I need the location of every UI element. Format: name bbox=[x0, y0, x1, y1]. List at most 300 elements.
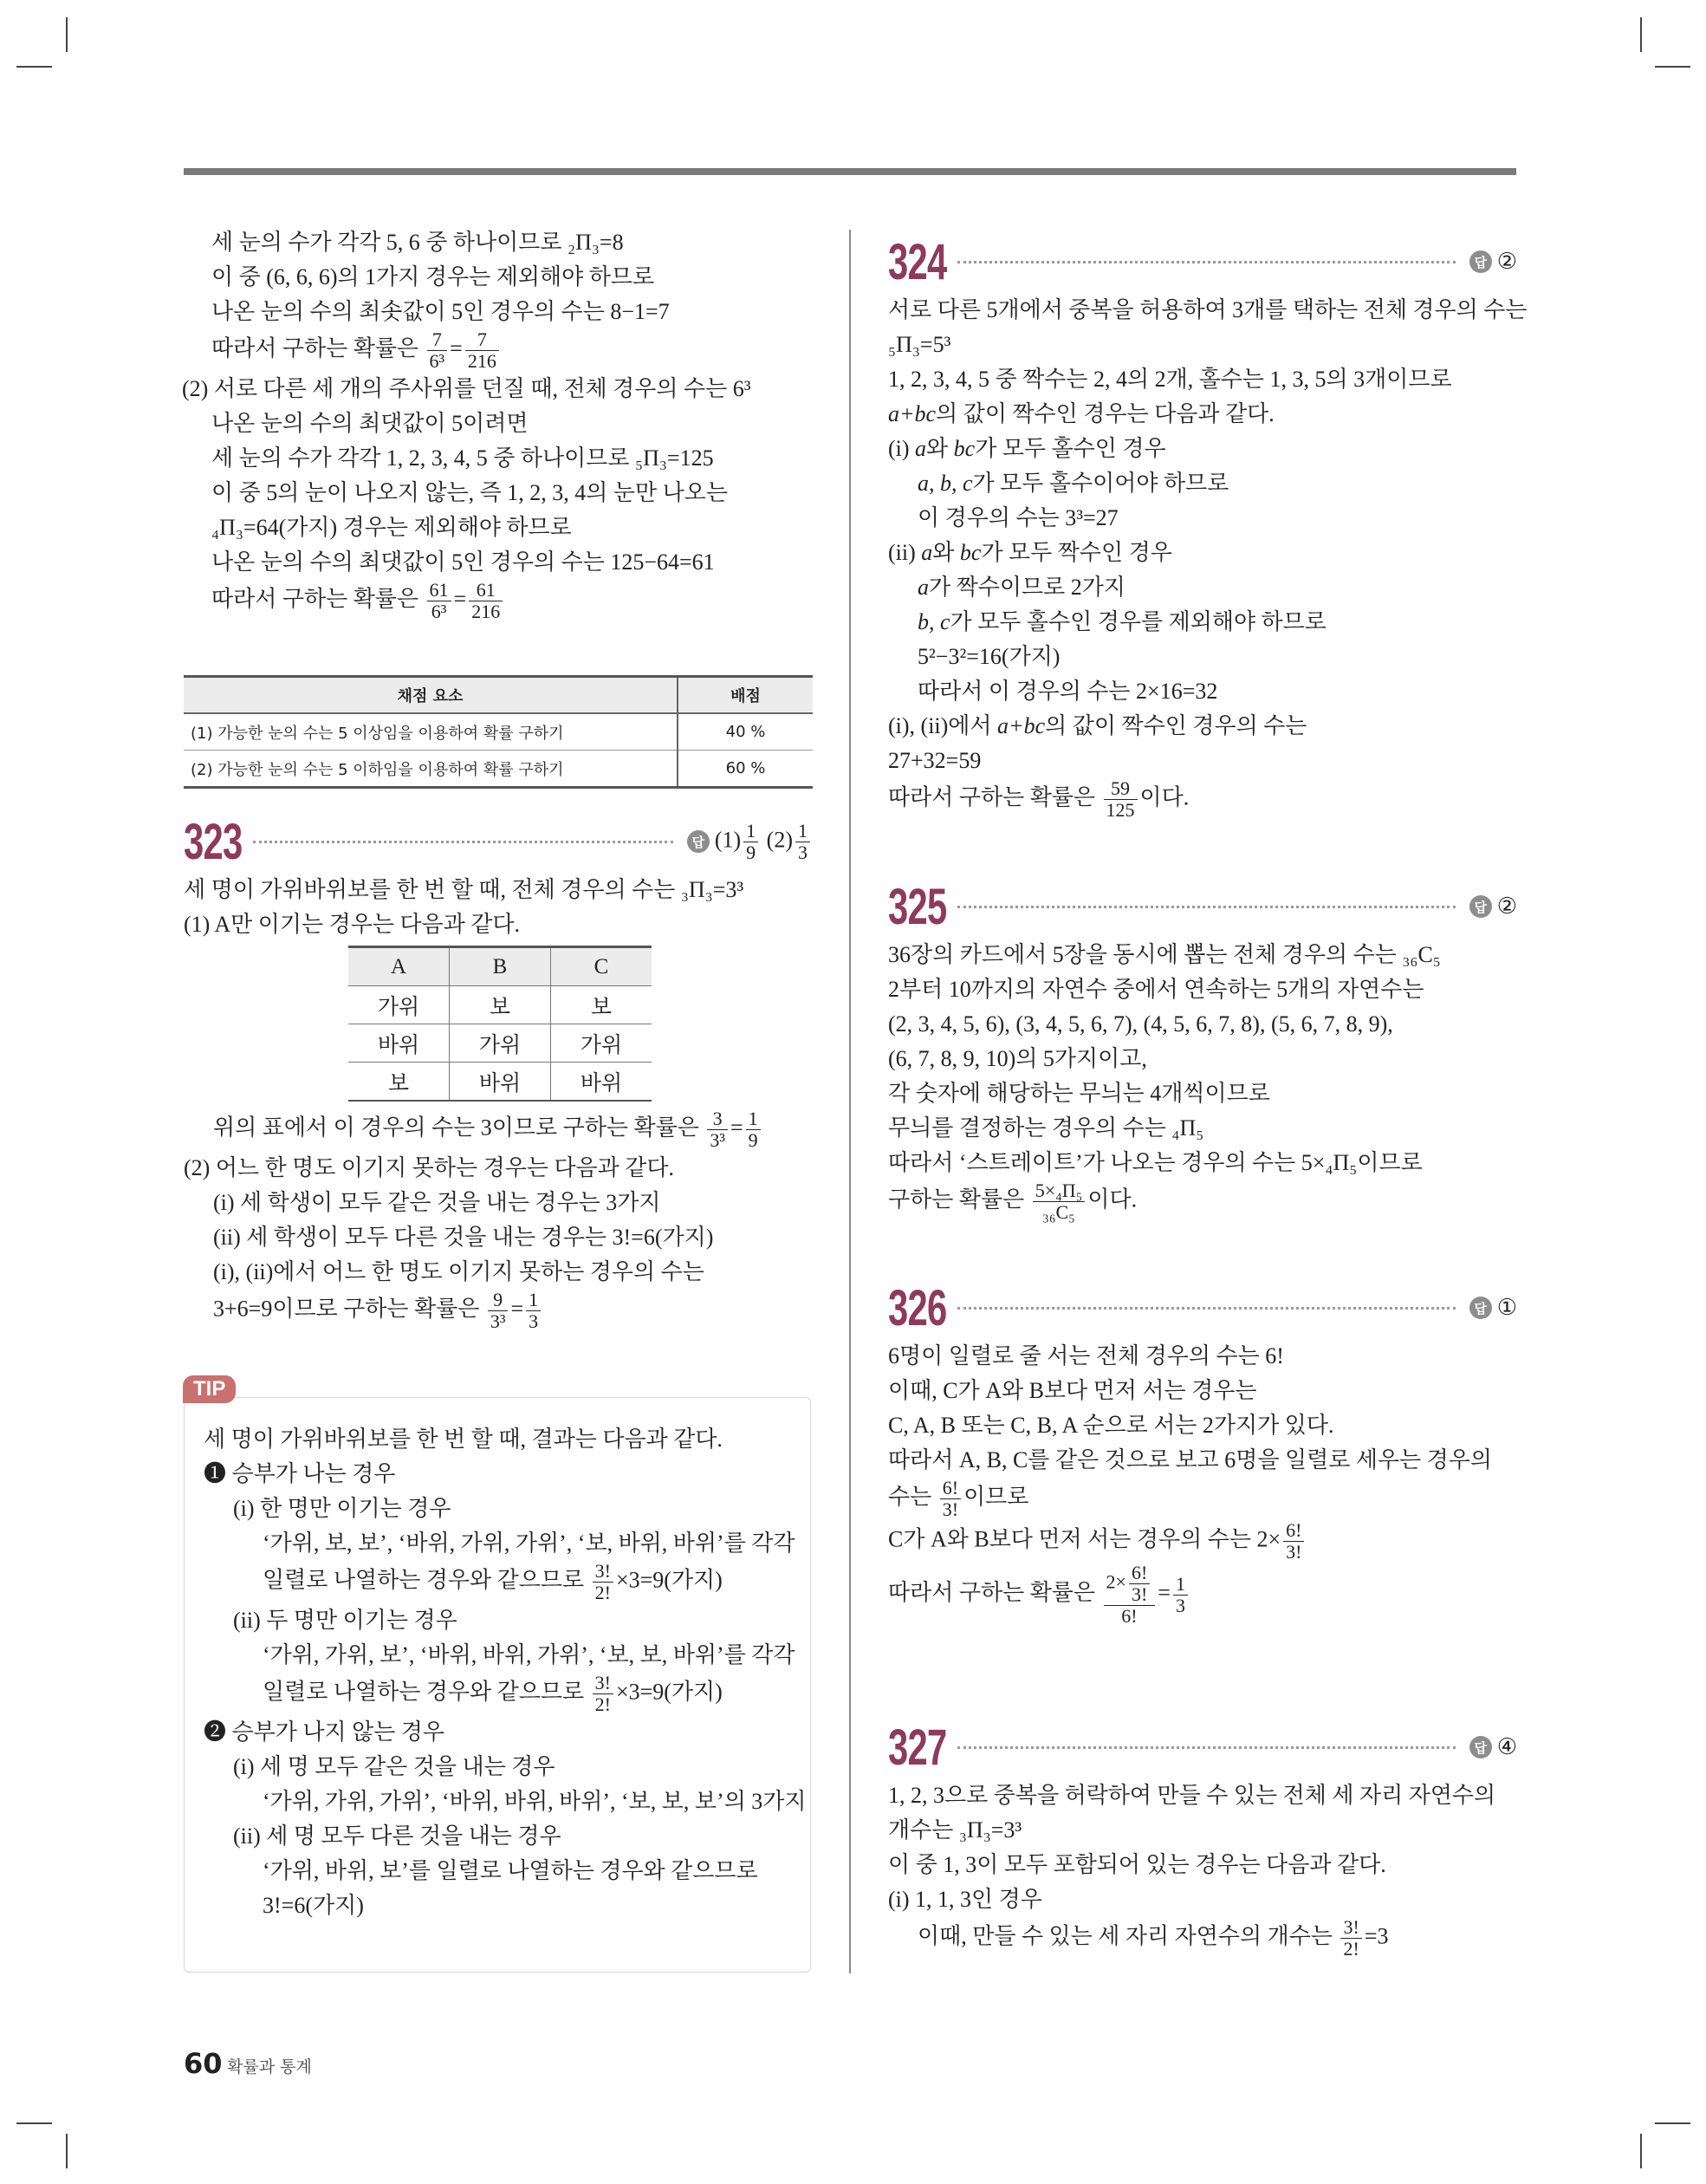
fraction bbox=[469, 580, 503, 622]
fraction-denominator bbox=[746, 1130, 761, 1151]
math-variable: a bbox=[918, 575, 929, 600]
header-rule bbox=[184, 168, 1516, 175]
solution-text bbox=[182, 225, 813, 622]
fraction-denominator bbox=[1173, 1596, 1188, 1616]
fraction-numerator bbox=[469, 580, 503, 601]
text-run: (1) bbox=[714, 826, 742, 852]
text-run: 27+32=59 bbox=[888, 748, 982, 773]
text-run: 1, 2, 3, 4, 5 중 짝수는 2, 4의 2개, 홀수는 1, 3, 5의 3개이므로 bbox=[888, 367, 1452, 392]
fraction-numerator bbox=[593, 1561, 613, 1583]
text-run: 따라서 구하는 확률은 bbox=[211, 586, 425, 612]
text-run: = bbox=[1158, 1579, 1171, 1605]
text-run: 세 눈의 수가 각각 5, 6 중 하나이므로 ₂Π₃=8 bbox=[211, 230, 624, 255]
text-run: 가 짝수이므로 2가지 bbox=[929, 575, 1125, 600]
text-run: ① bbox=[1496, 1295, 1517, 1320]
text-run: (i) bbox=[888, 436, 916, 461]
answer-badge-icon: 답 bbox=[1469, 1297, 1492, 1319]
fraction-numerator bbox=[795, 821, 810, 842]
column-divider bbox=[849, 230, 851, 1973]
answer-value bbox=[1497, 1734, 1517, 1760]
fraction-denominator bbox=[427, 601, 451, 622]
text-run: =3 bbox=[1364, 1923, 1389, 1949]
text-line bbox=[888, 570, 1517, 605]
fraction-denominator bbox=[743, 842, 758, 863]
text-run: 6! bbox=[1131, 1562, 1148, 1583]
text-run: 의 값이 짝수인 경우의 수는 bbox=[1045, 713, 1307, 738]
math-variable: a bbox=[921, 540, 933, 565]
text-line bbox=[182, 580, 813, 622]
text-run: 3+6=9이므로 구하는 확률은 bbox=[213, 1296, 485, 1322]
text-line bbox=[204, 1819, 807, 1854]
dotted-leader bbox=[957, 261, 1456, 263]
fraction-denominator bbox=[1340, 1939, 1361, 1960]
text-line bbox=[204, 1715, 807, 1750]
text-run: 세 눈의 수가 각각 1, 2, 3, 4, 5 중 하나이므로 ₅Π₃=125 bbox=[211, 445, 714, 471]
text-run: 3! bbox=[594, 1672, 611, 1693]
text-run: 7 bbox=[477, 328, 487, 350]
text-run: ×3=9(가지) bbox=[615, 1567, 723, 1593]
table-cell: 40 % bbox=[678, 713, 813, 751]
solution-325 bbox=[888, 875, 1517, 1223]
text-run: 6³ bbox=[431, 601, 447, 622]
table-header: B bbox=[450, 947, 551, 986]
fraction-numerator bbox=[427, 329, 448, 351]
text-run: 125 bbox=[1106, 799, 1135, 821]
problem-header bbox=[888, 1716, 1517, 1778]
fraction-denominator bbox=[1104, 800, 1138, 821]
text-run: 61 bbox=[476, 579, 496, 601]
text-run: ₅Π₃=5³ bbox=[888, 332, 951, 357]
text-run: (i), (ii)에서 어느 한 명도 이기지 못하는 경우의 수는 bbox=[213, 1259, 704, 1284]
text-line bbox=[888, 938, 1517, 972]
book-title: 확률과 통계 bbox=[227, 2057, 312, 2077]
math-variable: bc bbox=[953, 436, 976, 461]
text-run: = bbox=[730, 1115, 743, 1141]
problem-header bbox=[888, 1277, 1517, 1339]
fraction-numerator bbox=[593, 1673, 613, 1694]
fraction-denominator bbox=[488, 1311, 509, 1332]
text-run: ‘가위, 가위, 보’, ‘바위, 바위, 가위’, ‘보, 보, 바위’를 각각 bbox=[263, 1642, 795, 1667]
solution-324 bbox=[888, 231, 1528, 821]
text-run: 무늬를 결정하는 경우의 수는 ₄Π₅ bbox=[888, 1115, 1204, 1141]
text-run: (i) 세 학생이 모두 같은 것을 내는 경우는 3가지 bbox=[213, 1190, 661, 1215]
fraction bbox=[427, 329, 448, 372]
table-cell: 가위 bbox=[348, 986, 450, 1024]
answer-value bbox=[1497, 249, 1517, 275]
text-run: (ii) 두 명만 이기는 경우 bbox=[233, 1608, 457, 1633]
text-run: 9 bbox=[746, 841, 756, 863]
table-cell: (2) 가능한 눈의 수는 5 이하임을 이용하여 확률 구하기 bbox=[184, 751, 678, 788]
text-run: 6! bbox=[1286, 1519, 1302, 1541]
math-variable: a+bc bbox=[888, 401, 937, 426]
fraction bbox=[1104, 1563, 1156, 1627]
answer-badge-icon: 답 bbox=[687, 830, 710, 853]
fraction-numerator bbox=[746, 1108, 761, 1130]
fraction-numerator bbox=[743, 821, 758, 842]
crop-mark bbox=[1640, 2134, 1642, 2168]
fraction-denominator bbox=[1104, 1606, 1156, 1627]
text-run: C, A, B 또는 C, B, A 순으로 서는 2가지가 있다. bbox=[888, 1413, 1334, 1438]
text-run: C가 A와 B보다 먼저 서는 경우의 수는 2× bbox=[888, 1526, 1281, 1552]
text-line bbox=[888, 1520, 1517, 1563]
text-run: 이므로 bbox=[963, 1484, 1029, 1510]
scoring-table bbox=[184, 675, 813, 789]
text-run: 1 bbox=[748, 1108, 758, 1129]
dotted-leader bbox=[957, 1307, 1456, 1310]
solution-text bbox=[888, 938, 1517, 1223]
text-run: 3 bbox=[1175, 1594, 1185, 1616]
text-line bbox=[182, 372, 813, 406]
text-line bbox=[888, 397, 1517, 432]
text-line bbox=[888, 1563, 1517, 1627]
answer-value bbox=[1497, 1295, 1517, 1321]
text-run: 3 bbox=[798, 841, 808, 863]
fraction-denominator bbox=[465, 351, 499, 372]
text-run: 3 bbox=[712, 1108, 723, 1129]
text-line bbox=[204, 1492, 807, 1526]
text-run: (2) 어느 한 명도 이기지 못하는 경우는 다음과 같다. bbox=[184, 1155, 675, 1180]
text-run: 따라서 ‘스트레이트’가 나오는 경우의 수는 5×₄Π₅이므로 bbox=[888, 1150, 1423, 1175]
fraction bbox=[1104, 778, 1138, 821]
text-run: (2, 3, 4, 5, 6), (3, 4, 5, 6, 7), (4, 5, 6, 7, 8), (5, 6, 7, 8, 9), bbox=[888, 1011, 1393, 1037]
text-line bbox=[204, 1526, 807, 1561]
text-line bbox=[888, 536, 1517, 570]
text-run: ‘가위, 보, 보’, ‘바위, 가위, 가위’, ‘보, 바위, 바위’를 각각 bbox=[263, 1531, 795, 1556]
tip-label: TIP bbox=[183, 1375, 236, 1403]
answer bbox=[1469, 249, 1517, 275]
fraction bbox=[743, 821, 758, 863]
table-header: 배점 bbox=[678, 677, 813, 714]
answer-value bbox=[1497, 894, 1517, 920]
text-run: (i) 세 명 모두 같은 것을 내는 경우 bbox=[233, 1754, 555, 1779]
text-line bbox=[888, 1042, 1517, 1076]
fraction bbox=[526, 1290, 541, 1332]
crop-mark bbox=[1655, 2122, 1690, 2124]
text-line bbox=[204, 1457, 807, 1492]
crop-mark bbox=[16, 2122, 52, 2124]
text-run: 와 bbox=[926, 436, 954, 461]
text-run: 2! bbox=[1343, 1938, 1359, 1960]
problem-number: 325 bbox=[888, 878, 947, 935]
fraction bbox=[488, 1290, 509, 1332]
text-line bbox=[888, 1146, 1517, 1180]
text-run: = bbox=[450, 335, 463, 361]
text-line bbox=[888, 432, 1517, 466]
text-run: 3! bbox=[594, 1560, 611, 1582]
table-cell: 보 bbox=[450, 986, 551, 1024]
fraction-numerator bbox=[1033, 1180, 1086, 1202]
text-run: ×3=9(가지) bbox=[615, 1679, 723, 1705]
fraction-denominator bbox=[427, 351, 448, 372]
answer-badge-icon: 답 bbox=[1469, 895, 1492, 918]
math-variable: b, c bbox=[918, 609, 950, 634]
fraction-numerator bbox=[1173, 1574, 1188, 1596]
fraction-denominator bbox=[593, 1694, 613, 1715]
answer-badge-icon: 답 bbox=[1469, 250, 1492, 273]
text-run: = bbox=[510, 1296, 524, 1322]
fraction-numerator bbox=[1104, 1563, 1156, 1606]
text-run: (2) bbox=[761, 826, 793, 852]
fraction-numerator bbox=[465, 329, 499, 351]
math-variable: a+bc bbox=[997, 713, 1046, 738]
text-run: 1 bbox=[798, 819, 808, 842]
table-header: A bbox=[348, 947, 450, 986]
text-run: 3! bbox=[1343, 1916, 1359, 1938]
text-run: 5²−3²=16(가지) bbox=[918, 644, 1061, 669]
text-run: ④ bbox=[1496, 1734, 1517, 1759]
text-line bbox=[888, 1076, 1517, 1111]
fraction bbox=[707, 1108, 728, 1151]
text-run: 6³ bbox=[429, 350, 445, 372]
text-line bbox=[888, 744, 1517, 778]
text-run: 216 bbox=[467, 350, 496, 372]
text-run: 6! bbox=[1121, 1605, 1138, 1627]
text-line bbox=[182, 329, 813, 372]
text-run: 따라서 구하는 확률은 bbox=[888, 1579, 1101, 1605]
table-cell: 보 bbox=[348, 1063, 450, 1102]
math-variable: a, b, c bbox=[918, 471, 973, 496]
text-run: 9 bbox=[493, 1289, 503, 1310]
text-run: ❶ 승부가 나는 경우 bbox=[204, 1461, 396, 1486]
text-run: (1) A만 이기는 경우는 다음과 같다. bbox=[184, 912, 521, 937]
text-run: 구하는 확률은 bbox=[888, 1186, 1030, 1212]
text-line bbox=[204, 1854, 807, 1888]
solution-text bbox=[184, 873, 813, 942]
fraction-numerator bbox=[1283, 1520, 1304, 1542]
text-line bbox=[204, 1603, 807, 1638]
text-run: 따라서 구하는 확률은 bbox=[211, 335, 425, 361]
solution-322-continuation bbox=[184, 225, 813, 622]
fraction-numerator bbox=[427, 580, 451, 601]
table-cell: 바위 bbox=[348, 1024, 450, 1063]
text-line bbox=[182, 225, 813, 260]
text-run: 61 bbox=[429, 579, 449, 601]
text-run: ② bbox=[1496, 894, 1517, 919]
text-run: 수는 bbox=[888, 1484, 937, 1510]
fraction bbox=[746, 1108, 761, 1151]
text-line bbox=[888, 501, 1517, 536]
text-line bbox=[182, 441, 813, 476]
text-run: 2! bbox=[594, 1582, 611, 1603]
text-line bbox=[204, 1750, 807, 1784]
tip-box bbox=[184, 1377, 811, 1973]
text-line bbox=[182, 476, 813, 510]
fraction bbox=[593, 1561, 613, 1603]
table-cell: (1) 가능한 눈의 수는 5 이상임을 이용하여 확률 구하기 bbox=[184, 713, 678, 751]
text-run: ❷ 승부가 나지 않는 경우 bbox=[204, 1719, 445, 1745]
text-run: 3! bbox=[1131, 1583, 1148, 1605]
text-line bbox=[888, 709, 1517, 744]
fraction-denominator bbox=[707, 1130, 728, 1151]
fraction bbox=[1033, 1180, 1086, 1223]
text-run: (i) 한 명만 이기는 경우 bbox=[233, 1496, 451, 1521]
table-header-row bbox=[348, 947, 652, 986]
problem-number: 326 bbox=[888, 1279, 947, 1336]
text-run: 이 중 1, 3이 모두 포함되어 있는 경우는 다음과 같다. bbox=[888, 1852, 1386, 1877]
text-line bbox=[184, 1186, 813, 1220]
text-line bbox=[888, 1339, 1517, 1374]
crop-mark bbox=[66, 2134, 68, 2168]
table-cell: 바위 bbox=[551, 1063, 652, 1102]
table-header: C bbox=[551, 947, 652, 986]
solution-text bbox=[888, 1778, 1517, 1960]
text-run: (i), (ii)에서 bbox=[888, 713, 998, 738]
fraction bbox=[940, 1478, 961, 1520]
fraction-numerator bbox=[1340, 1917, 1361, 1939]
fraction-denominator bbox=[940, 1499, 961, 1520]
solution-text bbox=[184, 1108, 813, 1332]
text-run: 따라서 구하는 확률은 bbox=[888, 784, 1101, 810]
table-header-row bbox=[184, 677, 813, 714]
text-run: 이 경우의 수는 3³=27 bbox=[918, 505, 1119, 530]
table-cell: 가위 bbox=[551, 1024, 652, 1063]
fraction bbox=[1283, 1520, 1304, 1563]
text-run: 5×₄Π₅ bbox=[1035, 1180, 1083, 1201]
table-cell: 60 % bbox=[678, 751, 813, 788]
text-run: 개수는 ₃Π₃=3³ bbox=[888, 1817, 1022, 1843]
text-line bbox=[888, 674, 1517, 709]
fraction bbox=[795, 821, 810, 863]
text-line bbox=[888, 1813, 1517, 1848]
text-run: 1 bbox=[746, 819, 756, 842]
text-line bbox=[888, 1111, 1517, 1146]
fraction-denominator bbox=[593, 1583, 613, 1603]
text-run: (ii) bbox=[888, 540, 922, 565]
text-run: 이다. bbox=[1139, 784, 1190, 810]
table-cell: 바위 bbox=[450, 1063, 551, 1102]
text-run: 이 중 (6, 6, 6)의 1가지 경우는 제외해야 하므로 bbox=[211, 264, 655, 289]
text-run: 가 모두 홀수인 경우 bbox=[975, 436, 1166, 461]
table-row bbox=[348, 986, 652, 1024]
dotted-leader bbox=[253, 841, 673, 843]
text-run: 세 명이 가위바위보를 한 번 할 때, 결과는 다음과 같다. bbox=[204, 1427, 723, 1452]
text-run: 가 모두 홀수인 경우를 제외해야 하므로 bbox=[950, 609, 1327, 634]
table-row bbox=[184, 713, 813, 751]
crop-mark bbox=[16, 66, 52, 68]
answer bbox=[687, 821, 813, 863]
text-run: (6, 7, 8, 9, 10)의 5가지이고, bbox=[888, 1046, 1147, 1071]
text-run: 3! bbox=[942, 1498, 959, 1520]
table-header: 채점 요소 bbox=[184, 677, 678, 714]
table-cell: 가위 bbox=[450, 1024, 551, 1063]
text-run: 6! bbox=[942, 1477, 959, 1498]
text-line bbox=[888, 778, 1517, 821]
text-line bbox=[888, 466, 1517, 501]
fraction-denominator bbox=[526, 1311, 541, 1332]
text-line bbox=[888, 972, 1517, 1007]
text-run: 일렬로 나열하는 경우와 같으므로 bbox=[263, 1679, 590, 1705]
text-run: ‘가위, 바위, 보’를 일렬로 나열하는 경우와 같으므로 bbox=[263, 1858, 758, 1883]
page-number: 60 bbox=[184, 2047, 223, 2080]
text-line bbox=[888, 293, 1528, 328]
problem-header bbox=[888, 875, 1517, 938]
dotted-leader bbox=[957, 1746, 1456, 1749]
solution-327 bbox=[888, 1716, 1517, 1960]
table-row bbox=[348, 1063, 652, 1102]
text-run: 따라서 A, B, C를 같은 것으로 보고 6명을 일렬로 세우는 경우의 bbox=[888, 1447, 1493, 1472]
text-run: 3! bbox=[1286, 1541, 1302, 1563]
fraction-numerator bbox=[1129, 1563, 1150, 1584]
text-run: (ii) 세 학생이 모두 다른 것을 내는 경우는 3!=6(가지) bbox=[213, 1225, 714, 1250]
fraction bbox=[1340, 1917, 1361, 1960]
text-run: 이때, C가 A와 B보다 먼저 서는 경우는 bbox=[888, 1378, 1257, 1403]
text-line bbox=[184, 1290, 813, 1332]
fraction bbox=[1129, 1563, 1150, 1605]
text-run: (i) 1, 1, 3인 경우 bbox=[888, 1887, 1042, 1912]
text-run: 9 bbox=[748, 1129, 758, 1151]
text-line bbox=[888, 362, 1517, 397]
answer-badge-icon: 답 bbox=[1469, 1736, 1492, 1758]
text-run: 이다. bbox=[1087, 1186, 1138, 1212]
text-run: 3³ bbox=[710, 1129, 725, 1151]
text-line bbox=[888, 1443, 1517, 1478]
fraction-denominator bbox=[1283, 1542, 1304, 1563]
text-run: ₃₆C₅ bbox=[1042, 1201, 1075, 1223]
text-run: 와 bbox=[932, 540, 960, 565]
solution-323 bbox=[184, 810, 813, 1332]
text-run: 216 bbox=[471, 601, 501, 622]
text-run: 2× bbox=[1106, 1570, 1126, 1593]
text-line bbox=[182, 545, 813, 580]
solution-text bbox=[888, 1339, 1517, 1627]
text-line bbox=[182, 295, 813, 329]
text-line bbox=[184, 1151, 813, 1186]
text-line bbox=[888, 640, 1517, 674]
problem-number: 327 bbox=[888, 1719, 947, 1776]
text-run: 나온 눈의 수의 최솟값이 5인 경우의 수는 8−1=7 bbox=[211, 299, 670, 324]
text-run: 6명이 일렬로 줄 서는 전체 경우의 수는 6! bbox=[888, 1343, 1284, 1368]
fraction bbox=[1173, 1574, 1188, 1616]
text-run: (ii) 세 명 모두 다른 것을 내는 경우 bbox=[233, 1823, 561, 1849]
text-run: 1 bbox=[1175, 1572, 1185, 1595]
table-cell: 보 bbox=[551, 986, 652, 1024]
text-line bbox=[888, 1374, 1517, 1408]
text-run: 3!=6(가지) bbox=[263, 1893, 364, 1918]
text-run: ‘가위, 가위, 가위’, ‘바위, 바위, 바위’, ‘보, 보, 보’의 3가지 bbox=[263, 1789, 807, 1814]
fraction bbox=[465, 329, 499, 372]
text-run: 나온 눈의 수의 최댓값이 5이려면 bbox=[211, 411, 529, 436]
text-run: 나온 눈의 수의 최댓값이 5인 경우의 수는 125−64=61 bbox=[211, 549, 715, 575]
text-run: = bbox=[453, 586, 467, 612]
text-run: 이때, 만들 수 있는 세 자리 자연수의 개수는 bbox=[918, 1923, 1339, 1949]
problem-header bbox=[888, 231, 1517, 293]
rock-paper-scissors-table bbox=[348, 946, 652, 1102]
text-run: 위의 표에서 이 경우의 수는 3이므로 구하는 확률은 bbox=[213, 1115, 705, 1141]
text-line bbox=[888, 1478, 1517, 1520]
text-line bbox=[204, 1784, 807, 1819]
fraction-numerator bbox=[488, 1290, 509, 1311]
solution-text bbox=[888, 293, 1528, 821]
text-run: 각 숫자에 해당하는 무늬는 4개씩이므로 bbox=[888, 1081, 1270, 1106]
fraction bbox=[427, 580, 451, 622]
text-line bbox=[888, 1917, 1517, 1960]
crop-mark bbox=[66, 17, 68, 52]
text-line bbox=[204, 1638, 807, 1673]
crop-mark bbox=[1655, 66, 1690, 68]
text-run: 가 모두 홀수이어야 하므로 bbox=[972, 471, 1229, 496]
text-line bbox=[204, 1422, 807, 1457]
text-run: 일렬로 나열하는 경우와 같으므로 bbox=[263, 1567, 590, 1593]
text-run: 따라서 이 경우의 수는 2×16=32 bbox=[918, 679, 1218, 704]
answer bbox=[1469, 1295, 1517, 1321]
text-run: 3 bbox=[529, 1310, 539, 1332]
text-run: 59 bbox=[1111, 777, 1131, 799]
tip-text bbox=[204, 1422, 807, 1923]
fraction bbox=[593, 1673, 613, 1715]
math-variable: bc bbox=[959, 540, 982, 565]
fraction-numerator bbox=[707, 1108, 728, 1130]
crop-mark bbox=[1640, 17, 1642, 52]
